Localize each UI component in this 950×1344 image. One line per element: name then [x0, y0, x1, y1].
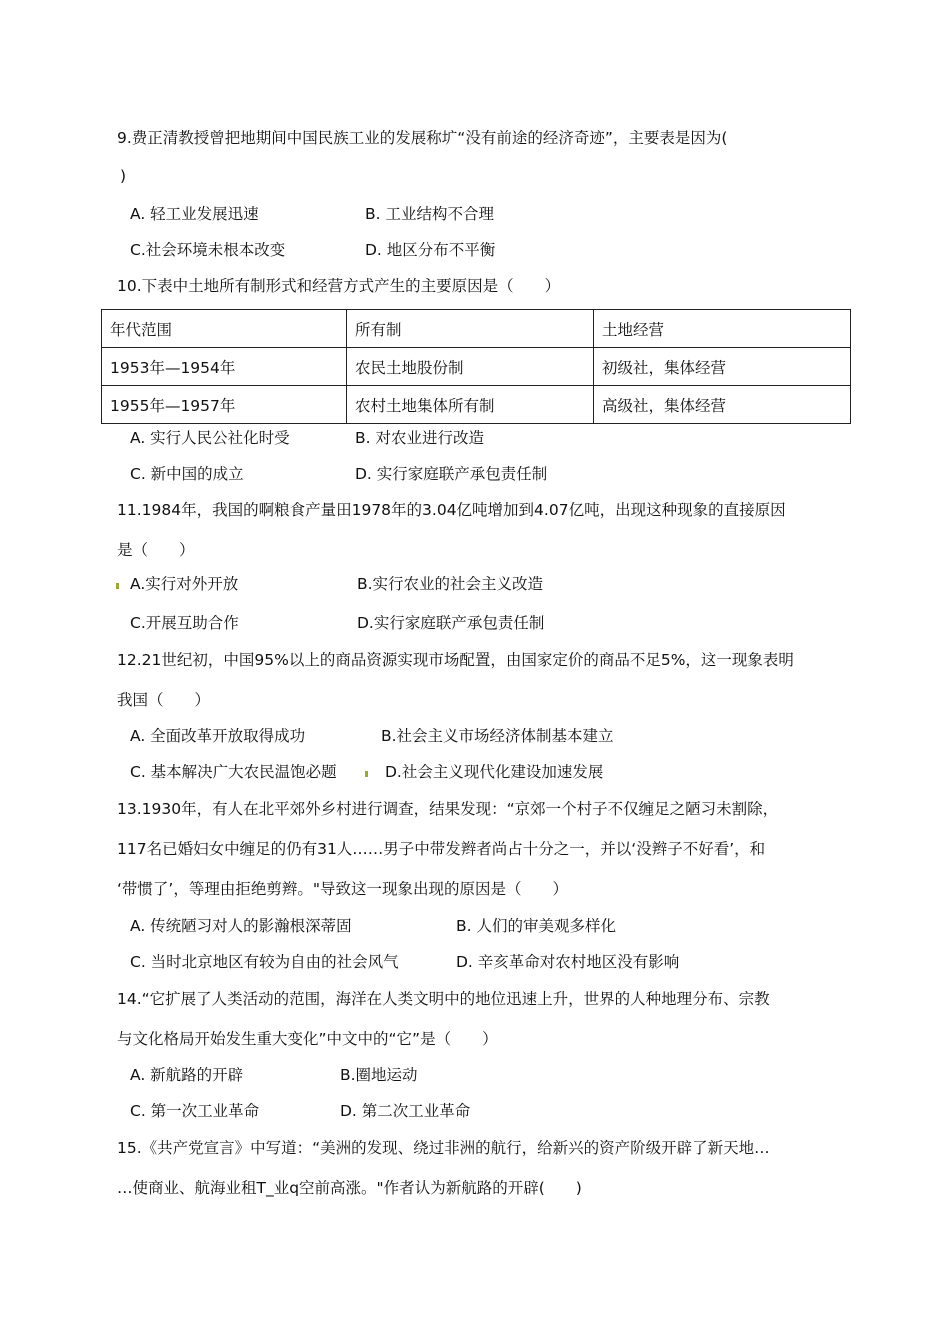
q10-option-d: D. 实行家庭联产承包责任制 — [355, 465, 548, 483]
q9-option-b: B. 工业结构不合理 — [365, 205, 494, 223]
table-row — [102, 348, 851, 386]
q14-stem-cont: 与文化格局开始发生重大变化”中文中的“它”是（ ） — [117, 1030, 498, 1048]
q12-stem-cont: 我国（ ） — [117, 691, 211, 709]
table-header-cell: 土地经营 — [594, 310, 851, 348]
table-cell: 1953年—1954年 — [102, 348, 347, 386]
q15-stem: 15.《共产党宣言》中写道：“美洲的发现、绕过非洲的航行，给新兴的资产阶级开辟了新天地… — [117, 1139, 770, 1157]
table-cell: 1955年—1957年 — [102, 386, 347, 424]
q13-option-c: C. 当时北京地区有较为自由的社会风气 — [130, 953, 399, 971]
table-cell: 初级社，集体经营 — [594, 348, 851, 386]
q11-option-a: A.实行对外开放 — [130, 575, 239, 593]
q9-stem: 9.费正清教授曾把地期间中国民族工业的发展称圹“没有前途的经济奇迹”，主要表是因为( — [117, 129, 728, 147]
q11-option-d: D.实行家庭联产承包责任制 — [357, 614, 545, 632]
q14-stem: 14.“它扩展了人类活动的范围，海洋在人类文明中的地位迅速上升，世界的人种地理分布、宗教 — [117, 990, 770, 1008]
q11-option-c: C.开展互助合作 — [130, 614, 239, 632]
q12-option-d: D.社会主义现代化建设加速发展 — [385, 763, 604, 781]
q12-option-b: B.社会主义市场经济体制基本建立 — [381, 727, 614, 745]
q13-option-b: B. 人们的审美观多样化 — [456, 917, 616, 935]
q13-option-a: A. 传统陋习对人的影瀚根深蒂固 — [130, 917, 352, 935]
q10-option-b: B. 对农业进行改造 — [355, 429, 484, 447]
q11-stem: 11.1984年，我国的啊粮食产量田1978年的3.04亿吨增加到4.07亿吨，出现这种现象的直接原因 — [117, 501, 786, 519]
table-header-row — [102, 310, 851, 348]
q13-stem-cont2: ‘带惯了’，等理由拒绝剪辫。"导致这一现象出现的原因是（ ） — [117, 880, 568, 898]
table-row — [102, 386, 851, 424]
q9-option-d: D. 地区分布不平衡 — [365, 241, 496, 259]
q13-stem: 13.1930年，有人在北平郊外乡村进行调查，结果发现：“京郊一个村子不仅缠足之陋习未割除， — [117, 800, 779, 818]
stray-mark — [365, 771, 368, 777]
q11-option-b: B.实行农业的社会主义改造 — [357, 575, 544, 593]
table-header-cell: 所有制 — [347, 310, 594, 348]
q10-stem: 10.下表中土地所有制形式和经营方式产生的主要原因是（ ） — [117, 277, 561, 295]
q9-option-a: A. 轻工业发展迅速 — [130, 205, 259, 223]
q12-option-c: C. 基本解决广大农民温饱必题 — [130, 763, 337, 781]
q14-option-a: A. 新航路的开辟 — [130, 1066, 244, 1084]
table-cell: 高级社，集体经营 — [594, 386, 851, 424]
table-cell: 农村土地集体所有制 — [347, 386, 594, 424]
q12-stem: 12.21世纪初，中国95%以上的商品资源实现市场配置，由国家定价的商品不足5%，这一现象表明 — [117, 651, 794, 669]
q14-option-d: D. 第二次工业革命 — [340, 1102, 471, 1120]
stray-mark — [116, 583, 119, 589]
q13-stem-cont: 117名已婚妇女中缠足的仍有31人……男子中带发辫者尚占十分之一，并以‘没辫子不好看’，和 — [117, 840, 766, 858]
q9-stem-cont: ) — [120, 167, 127, 185]
q14-option-b: B.圈地运动 — [340, 1066, 418, 1084]
table-header-cell: 年代范围 — [102, 310, 347, 348]
table-cell: 农民土地股份制 — [347, 348, 594, 386]
q11-stem-cont: 是（ ） — [117, 541, 195, 559]
land-ownership-table — [101, 309, 851, 424]
q10-option-a: A. 实行人民公社化时受 — [130, 429, 290, 447]
q13-option-d: D. 辛亥革命对农村地区没有影响 — [456, 953, 680, 971]
q9-option-c: C.社会环境未根本改变 — [130, 241, 286, 259]
q15-stem-cont: …使商业、航海业租T_业q空前高涨。"作者认为新航路的开辟( ) — [117, 1179, 582, 1197]
q12-option-a: A. 全面改革开放取得成功 — [130, 727, 306, 745]
q10-option-c: C. 新中国的成立 — [130, 465, 244, 483]
q14-option-c: C. 第一次工业革命 — [130, 1102, 260, 1120]
